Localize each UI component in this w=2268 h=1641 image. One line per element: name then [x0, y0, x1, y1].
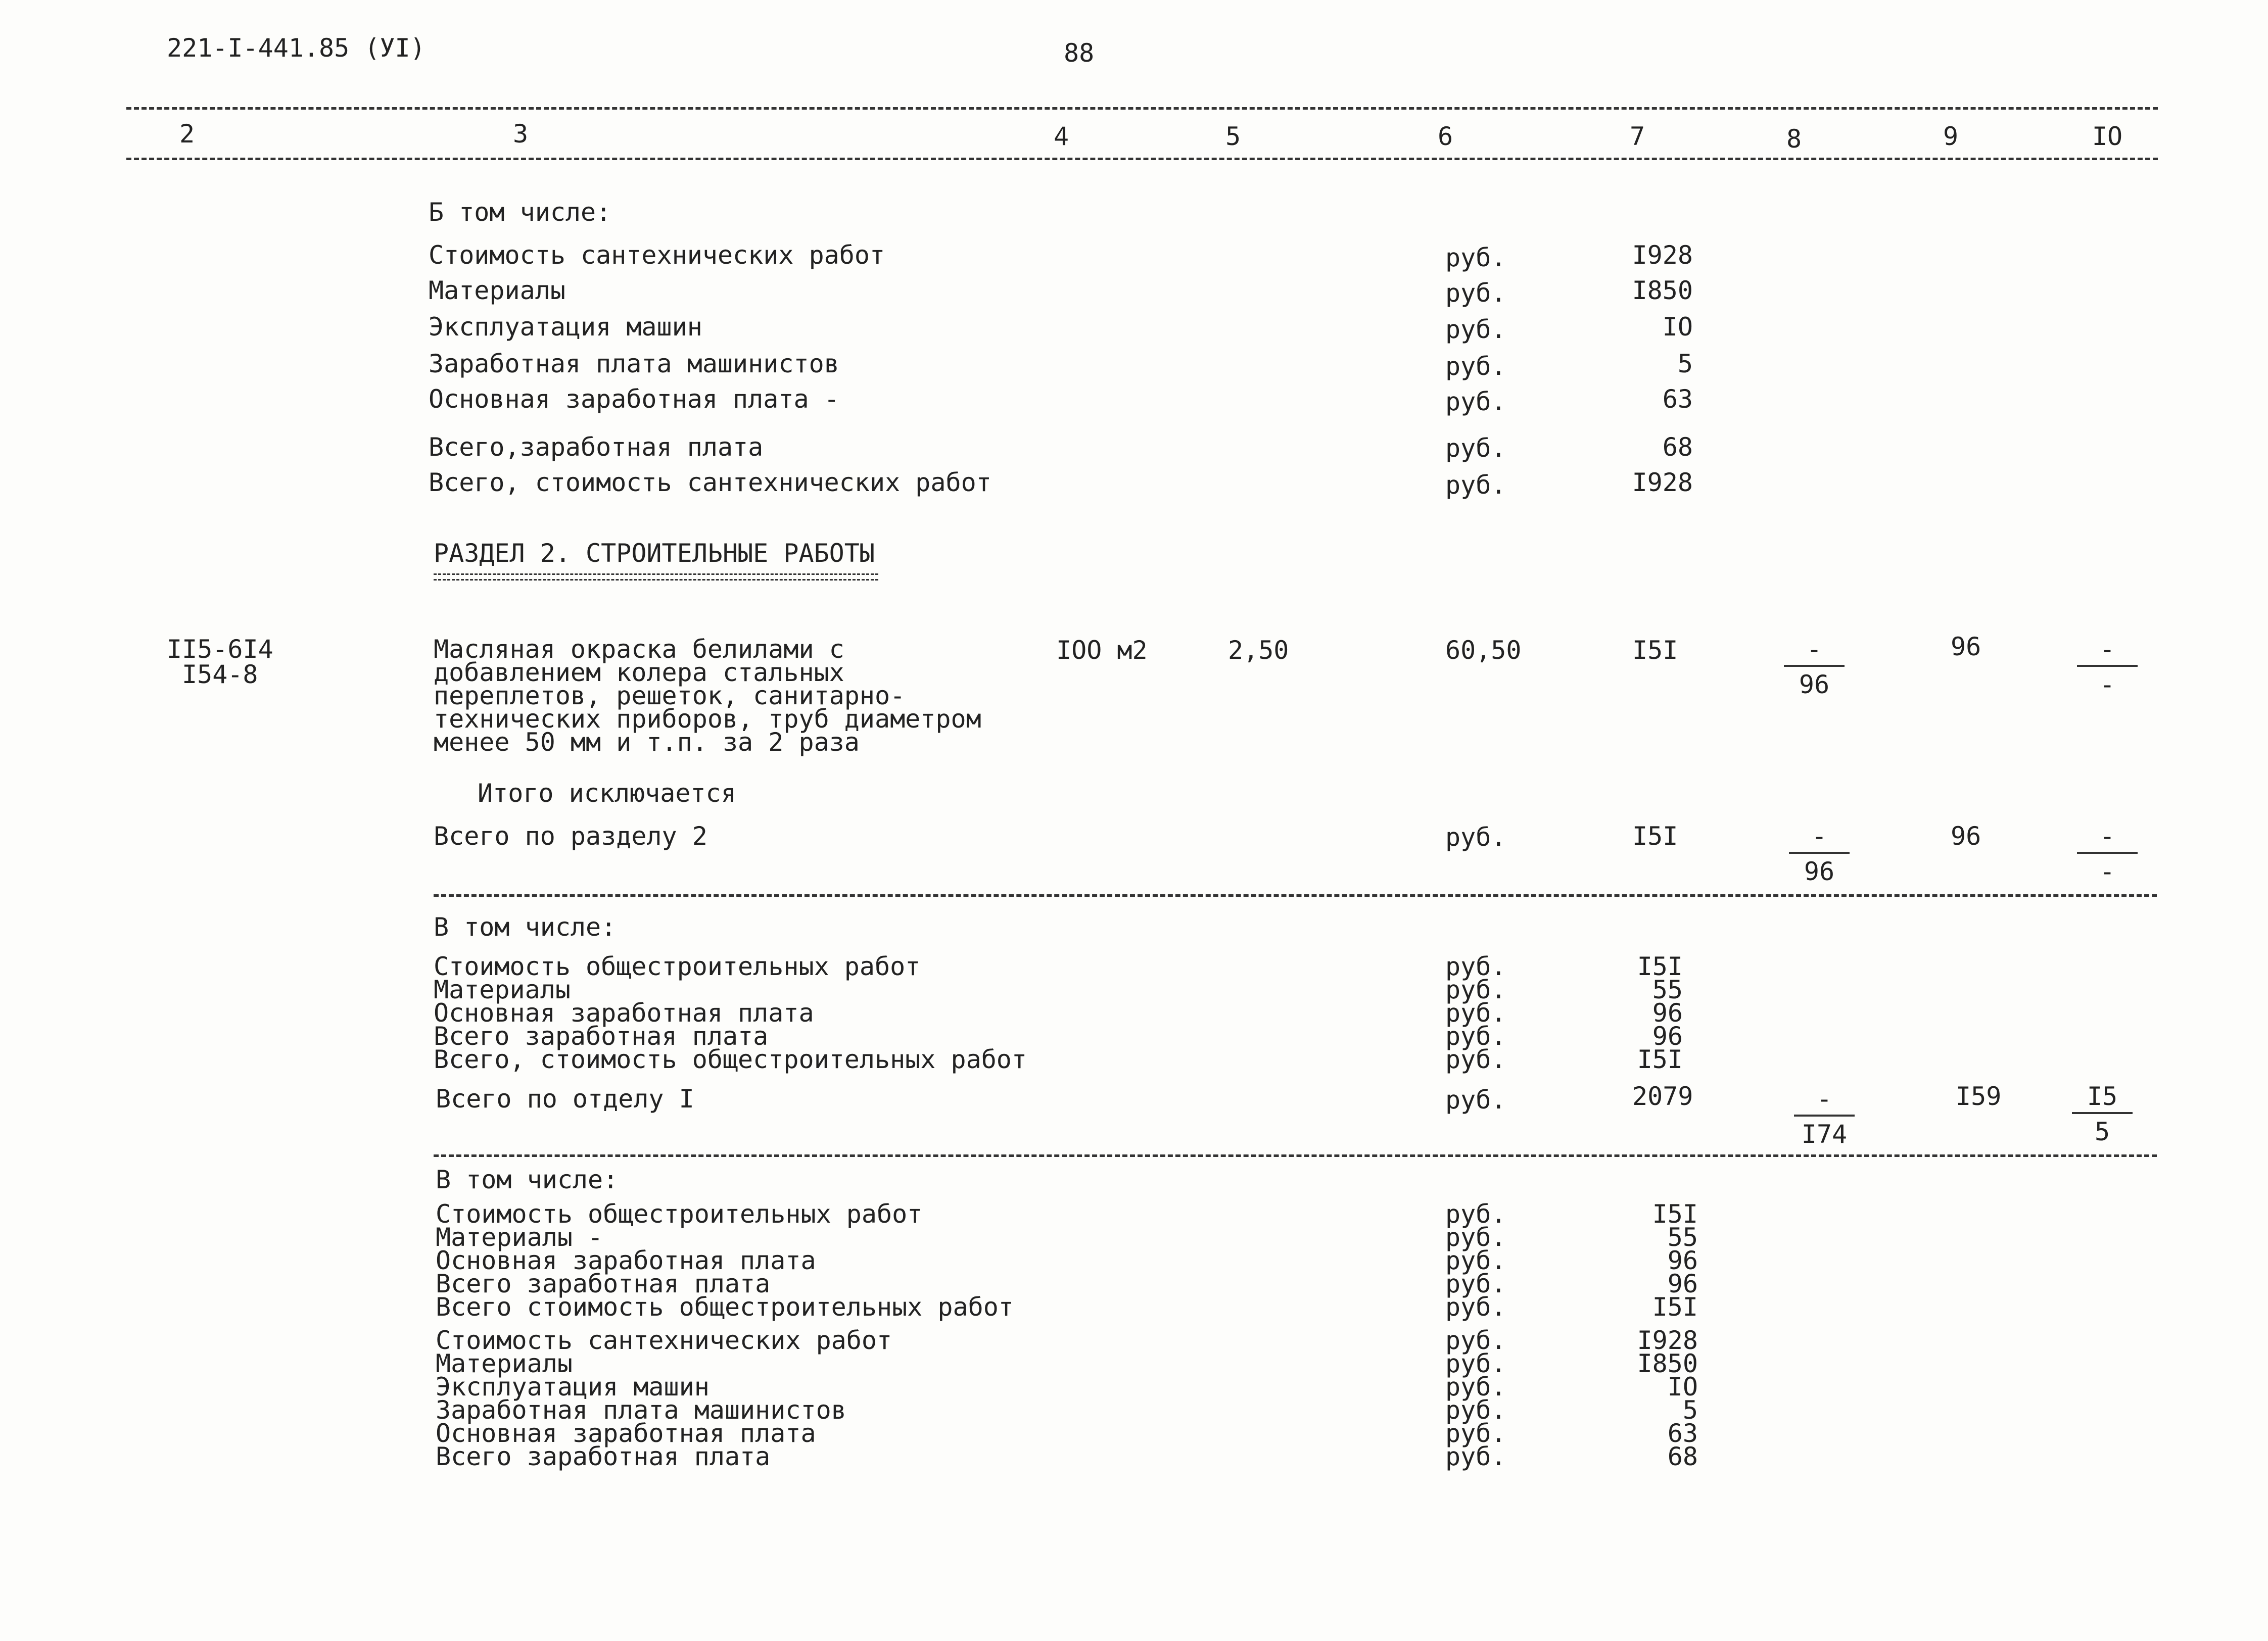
block-2-row-label: Стоимость общестроительных работ	[434, 952, 921, 981]
block-3-row-unit: руб.	[1445, 1269, 1506, 1298]
block-3-row-label: Эксплуатация машин	[436, 1372, 710, 1402]
block-3-row-unit: руб.	[1445, 1292, 1506, 1322]
item-col10-bottom: -	[2099, 670, 2115, 699]
section-2-total-col10-bottom: -	[2099, 857, 2115, 886]
block-2-row-label: Основная заработная плата	[434, 998, 814, 1028]
section-2-total-col8-fraction	[1789, 824, 1850, 884]
block-2-row-unit: руб.	[1445, 1045, 1506, 1074]
block-3-row-label: Заработная плата машинистов	[436, 1395, 846, 1425]
block-3-row-value: I5I	[1652, 1292, 1698, 1322]
section-2-total-value: I5I	[1632, 822, 1678, 851]
block-3-row-unit: руб.	[1445, 1199, 1506, 1229]
block-3-row-unit: руб.	[1445, 1395, 1506, 1425]
item-code-2: I54-8	[182, 660, 258, 689]
section-2-total-label: Всего по разделу 2	[434, 822, 707, 851]
block-2-row-value: 96	[1652, 1022, 1683, 1051]
section-2-total-col10-top: -	[2077, 824, 2138, 854]
block-2-row-unit: руб.	[1445, 975, 1506, 1004]
block-3-row-unit: руб.	[1445, 1326, 1506, 1355]
department-total-col8-top: -	[1794, 1086, 1855, 1117]
block-1-row-label: Заработная плата машинистов	[429, 349, 839, 378]
block-1-row-unit: руб.	[1445, 470, 1506, 500]
block-3-row-unit: руб.	[1445, 1246, 1506, 1275]
block-3-row-unit: руб.	[1445, 1442, 1506, 1471]
section-2-total-col10-fraction	[2077, 824, 2138, 884]
block-1-row-unit: руб.	[1445, 352, 1506, 381]
block-1-row-label: Материалы	[429, 276, 565, 305]
page-number: 88	[1064, 38, 1095, 68]
block-2-row-unit: руб.	[1445, 1022, 1506, 1051]
block-3-heading: В том числе:	[436, 1165, 619, 1194]
block-3-row-value: 63	[1667, 1419, 1698, 1448]
item-unit: IOO м2	[1056, 636, 1148, 665]
block-3-units	[1445, 1199, 1506, 1471]
department-total-value: 2079	[1632, 1082, 1693, 1111]
section-2-total-unit: руб.	[1445, 823, 1506, 852]
block-3-row-unit: руб.	[1445, 1349, 1506, 1378]
section-2-total-col8-top: -	[1789, 824, 1850, 854]
department-total-col8-fraction	[1794, 1086, 1855, 1147]
excluded-label: Итого исключается	[478, 779, 736, 808]
block-1-row-label: Эксплуатация машин	[429, 312, 702, 342]
block-3-row-label: Всего заработная плата	[436, 1442, 771, 1471]
col-header-6: 6	[1437, 122, 1453, 151]
block-3-row-value: 68	[1667, 1442, 1698, 1471]
block-1-row-unit: руб.	[1445, 387, 1506, 416]
block-3-row-value: I928	[1637, 1326, 1698, 1355]
block-1-row-value: I928	[1632, 468, 1693, 497]
block-1-row-label: Стоимость сантехнических работ	[429, 240, 885, 270]
block-3-labels	[436, 1199, 1014, 1471]
block-1-row-label: Основная заработная плата -	[429, 384, 839, 414]
block-3-row-label: Всего стоимость общестроительных работ	[436, 1292, 1014, 1322]
block-1-row-value: 68	[1662, 432, 1693, 462]
item-code-1: II5-6I4	[167, 635, 273, 664]
block-1-row-unit: руб.	[1445, 433, 1506, 463]
block-1-row-unit: руб.	[1445, 315, 1506, 344]
block-3-row-unit: руб.	[1445, 1223, 1506, 1252]
item-col8-fraction	[1784, 637, 1845, 697]
section-2-total-col8-bottom: 96	[1804, 857, 1835, 886]
department-total-col10-fraction	[2072, 1084, 2133, 1144]
block-1-row-unit: руб.	[1445, 278, 1506, 308]
block-3-row-label: Основная заработная плата	[436, 1419, 816, 1448]
section-2-title: РАЗДЕЛ 2. СТРОИТЕЛЬНЫЕ РАБОТЫ	[434, 539, 875, 568]
item-col10-top: -	[2077, 637, 2138, 667]
block-2-labels	[434, 952, 1027, 1074]
block-3-row-value: 96	[1667, 1246, 1698, 1275]
block-3-row-unit: руб.	[1445, 1419, 1506, 1448]
block-3-row-value: 55	[1667, 1223, 1698, 1252]
header-bottom-rule	[126, 158, 2158, 160]
block-3-row-value: 5	[1682, 1395, 1698, 1425]
item-col10-fraction	[2077, 637, 2138, 697]
section-2-total-col9: 96	[1951, 822, 1981, 851]
block-2-row-unit: руб.	[1445, 952, 1506, 981]
block-3-row-label: Основная заработная плата	[436, 1246, 816, 1275]
block-2-row-unit: руб.	[1445, 998, 1506, 1028]
block-1-row-label: Всего, стоимость сантехнических работ	[429, 468, 991, 497]
block-1-row-value: 5	[1677, 349, 1693, 378]
block-2-values	[1592, 952, 1683, 1074]
section-2-total-rule	[434, 894, 2157, 897]
department-total-label: Всего по отделу I	[436, 1084, 694, 1114]
block-2-row-value: I5I	[1637, 952, 1683, 981]
item-price: 60,50	[1445, 636, 1522, 665]
item-col8-bottom: 96	[1799, 670, 1830, 699]
block-2-row-label: Всего, стоимость общестроительных работ	[434, 1045, 1027, 1074]
department-total-col9: I59	[1956, 1082, 2002, 1111]
col-header-9: 9	[1943, 122, 1959, 151]
block-1-row-unit: руб.	[1445, 243, 1506, 272]
block-2-row-value: I5I	[1637, 1045, 1683, 1074]
col-header-4: 4	[1053, 122, 1069, 151]
block-1-row-value: IO	[1662, 312, 1693, 342]
col-header-8: 8	[1786, 124, 1802, 154]
block-2-heading: В том числе:	[434, 912, 617, 942]
block-1-row-value: I928	[1632, 240, 1693, 270]
block-2-row-value: 96	[1652, 998, 1683, 1028]
col-header-5: 5	[1225, 122, 1241, 151]
item-col8-top: -	[1784, 637, 1845, 667]
block-3-row-label: Материалы -	[436, 1223, 603, 1252]
item-col9: 96	[1951, 632, 1981, 661]
block-3-row-label: Стоимость общестроительных работ	[436, 1199, 923, 1229]
department-total-col8-bottom: I74	[1801, 1120, 1848, 1149]
block-3-row-label: Материалы	[436, 1349, 573, 1378]
col-header-2: 2	[179, 119, 195, 149]
block-3-row-value: 96	[1667, 1269, 1698, 1298]
block-1-row-value: I850	[1632, 276, 1693, 305]
document-code: 221-I-441.85 (УI)	[167, 33, 426, 63]
block-1-heading: Б том числе:	[429, 198, 611, 227]
department-total-col10-bottom: 5	[2094, 1117, 2110, 1146]
block-2-units	[1445, 952, 1506, 1074]
item-quantity: 2,50	[1228, 636, 1289, 665]
department-total-rule	[434, 1154, 2157, 1157]
block-2-row-label: Всего заработная плата	[434, 1022, 769, 1051]
block-1-row-value: 63	[1662, 384, 1693, 414]
item-total: I5I	[1632, 636, 1678, 665]
col-header-10: IO	[2092, 122, 2123, 151]
block-3-row-value: I5I	[1652, 1199, 1698, 1229]
block-3-row-unit: руб.	[1445, 1372, 1506, 1402]
department-total-unit: руб.	[1445, 1085, 1506, 1115]
block-3-row-label: Всего заработная плата	[436, 1269, 771, 1298]
block-3-row-label: Стоимость сантехнических работ	[436, 1326, 892, 1355]
block-3-row-value: I850	[1637, 1349, 1698, 1378]
header-top-rule	[126, 107, 2158, 110]
item-description: Масляная окраска белилами с добавлением колера стальных переплетов, решеток, санитарно-технических приборов, труб диаметром менее 50 мм и т.п. за 2 раза	[434, 635, 981, 757]
section-2-title-underline	[434, 573, 878, 581]
block-2-row-value: 55	[1652, 975, 1683, 1004]
block-2-row-label: Материалы	[434, 975, 571, 1004]
block-1-row-label: Всего,заработная плата	[429, 432, 764, 462]
block-3-values	[1597, 1199, 1698, 1471]
department-total-col10-top: I5	[2072, 1084, 2133, 1114]
block-3-row-value: IO	[1667, 1372, 1698, 1402]
col-header-7: 7	[1629, 122, 1645, 151]
col-header-3: 3	[512, 119, 529, 149]
